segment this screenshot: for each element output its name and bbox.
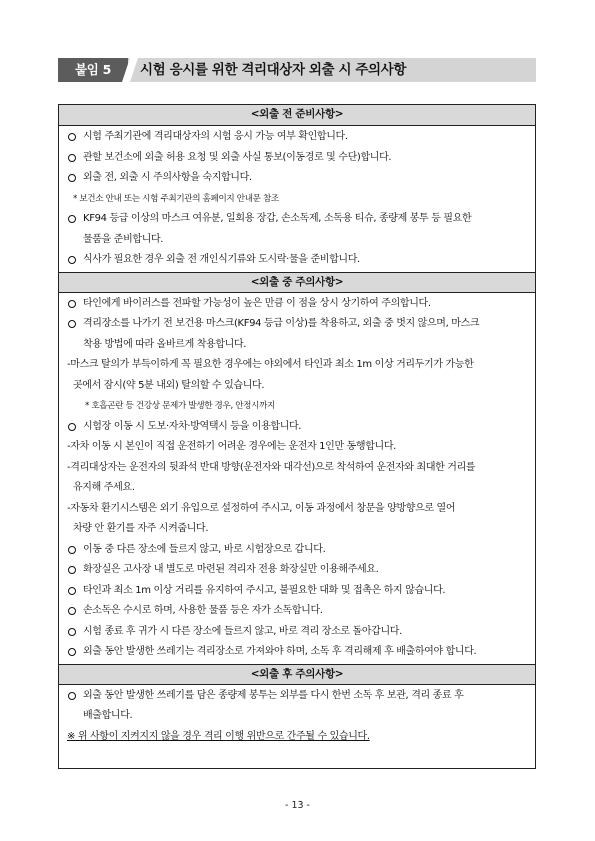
circle-bullet-icon (67, 209, 79, 229)
list-item (59, 686, 535, 706)
list-item (59, 642, 535, 662)
circle-bullet-icon (67, 601, 79, 621)
list-item (59, 601, 535, 621)
list-item (59, 519, 535, 539)
item-text: 곳에서 잠시(약 5분 내외) 탈의할 수 있습니다. (73, 379, 265, 391)
item-text: 식사가 필요한 경우 외출 전 개인식기류와 도시락·물을 준비합니다. (83, 254, 360, 265)
item-text: 시험 종료 후 귀가 시 다른 장소에 들르지 않고, 바로 격리 장소로 돌아갑니다. (83, 625, 402, 637)
list-item (59, 209, 535, 229)
list-item (59, 622, 535, 642)
list-item (59, 540, 535, 560)
warning-text: ※ 위 사항이 지켜지지 않을 경우 격리 이행 위반으로 간주될 수 있습니다. (67, 730, 370, 742)
list-item (59, 478, 535, 498)
item-text: -자차 이동 시 본인이 직접 운전하기 어려운 경우에는 운전자 1인만 동행합니다. (67, 441, 396, 452)
item-text: 손소독은 수시로 하며, 사용한 물품 등은 자가 소독합니다. (83, 605, 323, 616)
list-item (59, 250, 535, 270)
note-text: * 보건소 안내 또는 시험 주최기관의 홈페이지 안내문 참조 (73, 193, 279, 204)
list-item (59, 355, 535, 375)
item-text: 격리장소를 나가기 전 보건용 마스크(KF94 등급 이상)를 착용하고, 외출 중 벗지 않으며, 마스크 (83, 318, 480, 329)
list-item (59, 706, 535, 726)
circle-bullet-icon (67, 581, 79, 601)
list-item (59, 417, 535, 437)
list-item (59, 335, 535, 355)
item-text: 물품을 준비합니다. (83, 233, 164, 245)
list-item (59, 437, 535, 457)
circle-bullet-icon (67, 168, 79, 188)
item-text: 배출합니다. (83, 710, 133, 721)
item-text: 이동 중 다른 장소에 들르지 않고, 바로 시험장으로 갑니다. (83, 543, 326, 555)
slash-divider-icon (122, 58, 138, 82)
page-number: - 13 - (285, 800, 310, 811)
item-text: -자동차 환기시스템은 외기 유입으로 설정하여 주시고, 이동 과정에서 창문을 양방향으로 열어 (67, 502, 456, 514)
circle-bullet-icon (67, 250, 79, 270)
list-item (59, 189, 535, 209)
section-heading: <외출 후 주의사항> (59, 664, 535, 685)
list-item (59, 727, 535, 747)
item-text: 시험 주최기관에 격리대상자의 시험 응시 가능 여부 확인합니다. (83, 131, 348, 142)
page-title: 시험 응시를 위한 격리대상자 외출 시 주의사항 (140, 62, 406, 78)
list-item (59, 581, 535, 601)
circle-bullet-icon (67, 642, 79, 662)
list-item (59, 458, 535, 478)
header (58, 58, 536, 82)
list-item (59, 376, 535, 396)
circle-bullet-icon (67, 314, 79, 334)
item-text: 외출 동안 발생한 쓰레기는 격리장소로 가져와야 하며, 소독 후 격리해제 후 배출하여야 합니다. (83, 646, 477, 657)
note-text: * 호흡곤란 등 건강상 문제가 발생한 경우, 안정시까지 (85, 401, 275, 411)
list-item (59, 148, 535, 168)
item-text: -격리대상자는 운전자의 뒷좌석 반대 방향(운전자와 대각선)으로 착석하여 운전자와 최대한 거리를 (67, 461, 476, 473)
list-item (59, 168, 535, 188)
circle-bullet-icon (67, 148, 79, 168)
list-item (59, 230, 535, 250)
list-item (59, 396, 535, 416)
item-text: 외출 동안 발생한 쓰레기를 담은 종량제 봉투는 외부를 다시 한번 소독 후 보관, 격리 종료 후 (83, 689, 464, 701)
notice-box (58, 104, 536, 769)
list-item (59, 127, 535, 147)
section-heading: <외출 전 준비사항> (59, 105, 535, 126)
item-text: 외출 전, 외출 시 주의사항을 숙지합니다. (83, 172, 252, 183)
item-text: 타인과 최소 1m 이상 거리를 유지하여 주시고, 불필요한 대화 및 접촉은 하지 않습니다. (83, 584, 446, 596)
item-text: 타인에게 바이러스를 전파할 가능성이 높은 만큼 이 점을 상시 상기하여 주의합니다. (83, 297, 431, 309)
list-item (59, 560, 535, 580)
attachment-tag: 붙임 5 (58, 58, 128, 82)
list-item (59, 294, 535, 314)
item-text: -마스크 탈의가 부득이하게 꼭 필요한 경우에는 야외에서 타인과 최소 1m 이상 거리두기가 가능한 (67, 359, 474, 370)
circle-bullet-icon (67, 540, 79, 560)
item-text: 차량 안 환기를 자주 시켜줍니다. (73, 523, 209, 534)
list-item (59, 499, 535, 519)
circle-bullet-icon (67, 622, 79, 642)
item-text: 착용 방법에 따라 올바르게 착용합니다. (83, 338, 247, 350)
item-text: 시험장 이동 시 도보·자차·방역택시 등을 이용합니다. (83, 420, 302, 432)
circle-bullet-icon (67, 294, 79, 314)
section-heading: <외출 중 주의사항> (59, 272, 535, 293)
item-text: 관할 보건소에 외출 허용 요청 및 외출 사실 통보(이동경로 및 수단)합니다. (83, 151, 392, 163)
list-item (59, 314, 535, 334)
circle-bullet-icon (67, 686, 79, 706)
item-text: 화장실은 고사장 내 별도로 마련된 격리자 전용 화장실만 이용해주세요. (83, 564, 379, 575)
item-text: 유지해 주세요. (73, 482, 135, 493)
circle-bullet-icon (67, 127, 79, 147)
circle-bullet-icon (67, 417, 79, 437)
item-text: KF94 등급 이상의 마스크 여유분, 일회용 장갑, 손소독제, 소독용 티슈, 종량제 봉투 등 필요한 (83, 213, 472, 224)
circle-bullet-icon (67, 560, 79, 580)
